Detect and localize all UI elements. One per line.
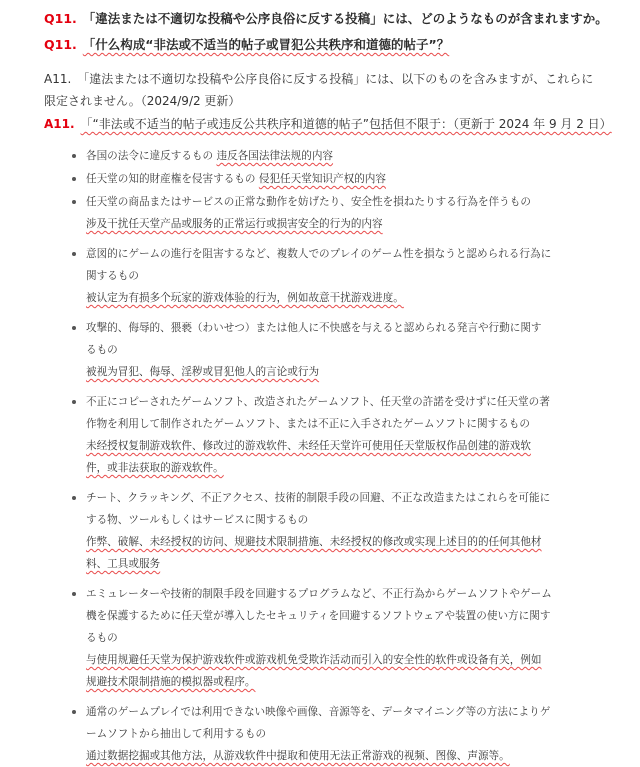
list-item-ja: 任天堂の知的財産権を侵害するもの	[86, 173, 256, 185]
list-item	[74, 701, 552, 767]
answer-text-ja: 「違法または不適切な投稿や公序良俗に反する投稿」には、以下のものを含みますが、これらに限定されません。（2024/9/2 更新）	[44, 72, 594, 108]
answer-cn	[44, 113, 630, 135]
list-item	[74, 243, 552, 309]
list-item-cn: 涉及干扰任天堂产品或服务的正常运行或损害安全的行为的内容	[86, 218, 383, 230]
list-item-ja: 不正にコピーされたゲームソフト、改造されたゲームソフト、任天堂の許諾を受けずに任天堂の著作物を利用して制作されたゲームソフト、または不正に入手されたゲームソフトに関するもの	[86, 396, 550, 430]
list-item	[74, 317, 552, 383]
question-text-ja: 「違法または不適切な投稿や公序良俗に反する投稿」には、どのようなものが含まれますか。	[82, 11, 608, 26]
answer-number-cn: A11.	[44, 117, 75, 131]
question-ja	[44, 10, 630, 28]
list-item-cn: 违反各国法律法规的内容	[216, 150, 334, 162]
list-item-cn: 作弊、破解、未经授权的访问、规避技术限制措施、未经授权的修改或实现上述目的的任何其他材料、工具或服务	[86, 536, 542, 570]
list-item-ja: 各国の法令に違反するもの	[86, 150, 214, 162]
question-number-ja: Q11.	[44, 11, 77, 26]
list-item	[74, 168, 552, 190]
list-item	[74, 391, 552, 479]
list-item-ja: チート、クラッキング、不正アクセス、技術的制限手段の回避、不正な改造またはこれらを可能にする物、ツールもしくはサービスに関するもの	[86, 492, 551, 526]
list-item-cn: 被认定为有损多个玩家的游戏体验的行为，例如故意干扰游戏进度。	[86, 292, 404, 304]
list-item-cn: 通过数据挖掘或其他方法，从游戏软件中提取和使用无法正常游戏的视频、图像、声源等。	[86, 750, 510, 762]
list-item-ja: 通常のゲームプレイでは利用できない映像や画像、音源等を、データマイニング等の方法によりゲームソフトから抽出して利用するもの	[86, 706, 551, 740]
list-item-cn: 侵犯任天堂知识产权的内容	[258, 173, 386, 185]
list-item-cn: 与使用规避任天堂为保护游戏软件或游戏机免受欺诈活动而引入的安全性的软件或设备有关，例如规避技术限制措施的模拟器或程序。	[86, 654, 542, 688]
list-item-ja: 意図的にゲームの進行を阻害するなど、複数人でのプレイのゲーム性を損なうと認められる行為に関するもの	[86, 248, 552, 282]
list-item-ja: 攻撃的、侮辱的、猥褻（わいせつ）または他人に不快感を与えると認められる発言や行動に関するもの	[86, 322, 542, 356]
question-text-cn: 「什么构成“非法或不适当的帖子或冒犯公共秩序和道德的帖子”？	[82, 37, 450, 52]
list-item	[74, 191, 552, 235]
question-cn	[44, 36, 630, 54]
list-item	[74, 145, 552, 167]
answer-number-ja: A11.	[44, 72, 72, 86]
list-item-ja: 任天堂の商品またはサービスの正常な動作を妨げたり、安全性を損ねたりする行為を伴うもの	[86, 196, 531, 208]
list-item	[74, 487, 552, 575]
list-item	[74, 583, 552, 693]
list-item-ja: エミュレーターや技術的制限手段を回避するプログラムなど、不正行為からゲームソフトやゲーム機を保護するために任天堂が導入したセキュリティを回避するソフトウェアや装置の使い方に関するもの	[86, 588, 552, 644]
prohibited-items-list	[74, 145, 552, 767]
question-number-cn: Q11.	[44, 37, 77, 52]
answer-text-cn: 「“非法或不适当的帖子或违反公共秩序和道德的帖子”包括但不限于：（更新于 2024 年 9 月 2 日）	[80, 117, 612, 131]
list-item-cn: 未经授权复制游戏软件、修改过的游戏软件、未经任天堂许可使用任天堂版权作品创建的游戏软件，或非法获取的游戏软件。	[86, 440, 531, 474]
list-item-cn: 被视为冒犯、侮辱、淫秽或冒犯他人的言论或行为	[86, 366, 320, 378]
answer-ja	[44, 68, 596, 112]
